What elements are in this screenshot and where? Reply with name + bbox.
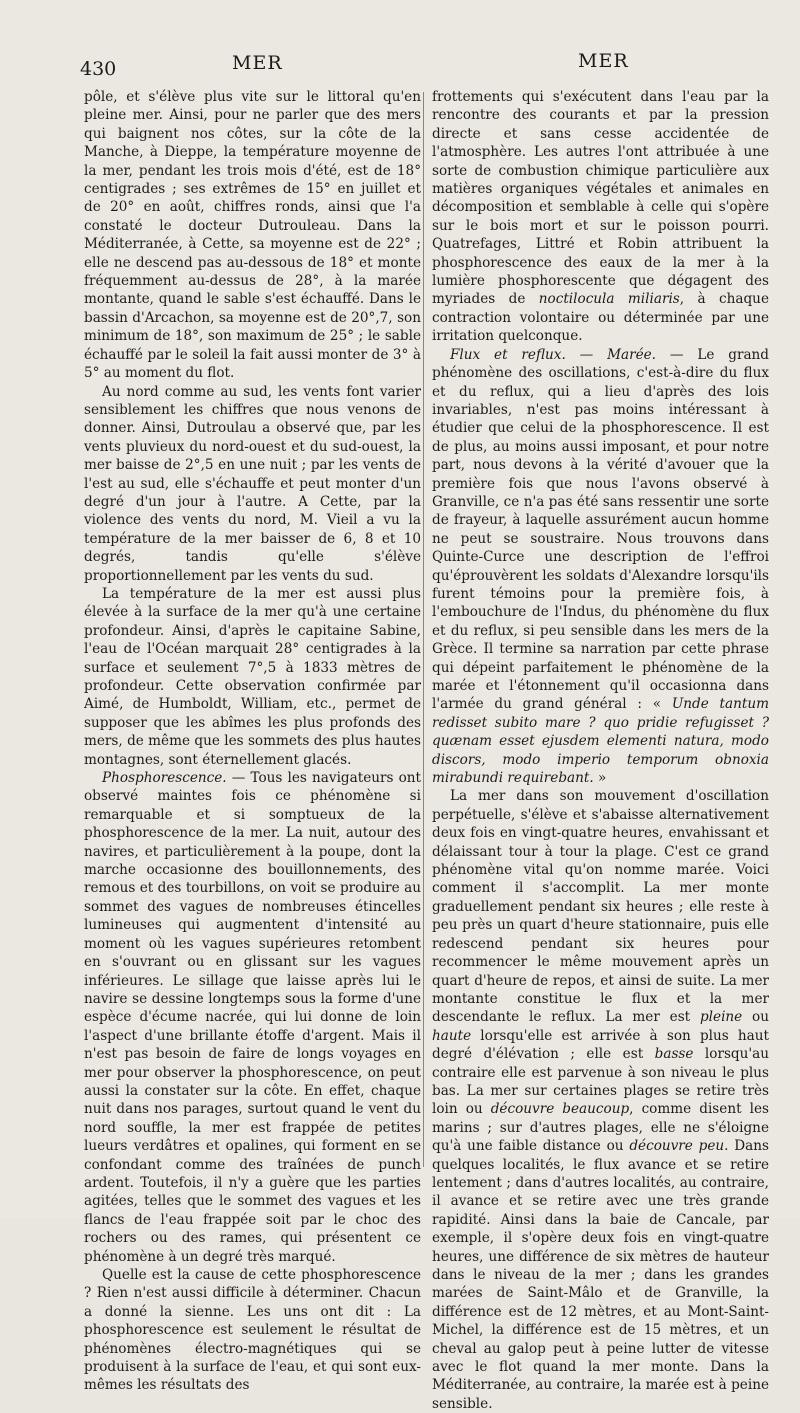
paragraph-phosphorescence-theories: frottements qui s'exécutent dans l'eau par la rencontre des courants et par la pression directe et sans cesse accidentée de l'atmosphère. Les autres l'ont attribuée à une sorte de combustion chimique particulière aux matières organiques végétales et animales en décomposition et semblable à celle qui s'opère sur le bois mort et sur le poisson pourri. Quatrefages, Littré et Robin attribuent la phosphorescence des eaux de la mer à la lumière phosphorescente que dégagent des myriades de noctilocula miliaris, à chaque contraction volontaire ou déterminée par une irritation quelconque. <box>432 89 769 345</box>
paragraph-winds: Au nord comme au sud, les vents font varier sensiblement les chiffres que nous venons de donner. Ainsi, Dutroulau a observé que, par les vents pluvieux du nord-ouest et du sud-ouest, la mer baisse de 2°,5 en une nuit ; par les vents de l'est au sud, elle s'échauffe et peut monter d'un degré d'un jour à l'autre. A Cette, par la violence des vents du nord, M. Vieil a vu la température de la mer baisser de 6, 8 et 10 degrés, tandis qu'elle s'élève proportionnellement par les vents du sud. <box>84 383 421 584</box>
running-head-left: MER <box>232 52 283 74</box>
paragraph-phosphorescence-cause: Quelle est la cause de cette phosphorescence ? Rien n'est aussi difficile à déterminer. Chacun a donné la sienne. Les uns ont dit : La phosphorescence est seulement le résultat de phénomènes électro-magnétiques qui se produisent à la surface de l'eau, et qui sont eux-mêmes les résultats des <box>84 1267 421 1394</box>
running-head-right: MER <box>578 50 629 72</box>
latin-quote: Unde tantum redisset subito mare ? quo pridie refugisset ? quænam esset ejusdem elementi natura, modo discors, modo imperio temporum obnoxia mirabundi requirebant. <box>432 696 769 787</box>
right-column <box>432 88 769 1413</box>
section-title-tides: Flux et reflux. — Marée. <box>450 346 657 363</box>
paragraph-phosphorescence: Phosphorescence. — Tous les navigateurs ont observé maintes fois ce phénomène si remarquable et si somptueux de la phosphorescence de la mer. La nuit, autour des navires, et particulièrement à la poupe, dont la marche occasionne des bouillonnements, des remous et des tourbillons, on voit se produire au sommet des vagues de nombreuses étincelles lumineuses qui augmentent d'intensité au moment où les vagues supérieures retombent en s'ouvrant ou en glissant sur les vagues inférieures. Le sillage que laisse après lui le navire se dessine longtemps sous la forme d'une espèce d'écume nacrée, qui lui donne de loin l'aspect d'une brillante étoffe d'argent. Mais il n'est pas besoin de faire de longs voyages en mer pour observer la phosphorescence, on peut aussi la constater sur la côte. En effet, chaque nuit dans nos parages, surtout quand le vent du nord souffle, la mer est frappée de petites lueurs verdâtres et opalines, qui forment en se confondant comme des traînées de punch ardent. Toutefois, il n'y a guère que les parties agitées, telles que le sommet des vagues et les flancs de l'eau frappée soit par le choc des rochers ou des rames, qui présentent ce phénomène à un degré très marqué. <box>84 770 421 1265</box>
paragraph-tides-intro: Flux et reflux. — Marée. — Le grand phénomène des oscillations, c'est-à-dire du flux et du reflux, qui a lieu d'après des lois invariables, n'est pas moins intéressant à étudier que celui de la phosphorescence. Il est de plus, au moins aussi imposant, et pour notre part, nous devons à la vérité d'avouer que la première fois que nous l'avons observé à Granville, ce n'a pas été sans ressentir une sorte de frayeur, à laquelle assurément aucun homme ne peut se soustraire. Nous trouvons dans Quinte-Curce une description de l'effroi qu'éprouvèrent les soldats d'Alexandre lorsqu'ils furent témoins pour la première fois, à l'embouchure de l'Indus, du phénomène du flux et du reflux, si peu sensible dans les mers de la Grèce. Il termine sa narration par cette phrase qui dépeint parfaitement le phénomène de la marée et l'étonnement qu'il occasionna dans l'armée du grand général : « Unde tantum redisset subito mare ? quo pridie refugisset ? quænam esset ejusdem elementi natura, modo discors, modo imperio temporum obnoxia mirabundi requirebant. » <box>432 346 770 787</box>
left-column <box>84 88 421 1395</box>
column-divider <box>423 92 424 1167</box>
page-header <box>0 48 800 78</box>
paragraph-depth-temperature: La température de la mer est aussi plus élevée à la surface de la mer qu'à une certaine profondeur. Ainsi, d'après le capitaine Sabine, l'eau de l'Océan marquait 28° centigrades à la surface et seulement 7°,5 à 1833 mètres de profondeur. Cette observation confirmée par Aimé, de Humboldt, William, etc., permet de supposer que les abîmes les plus profonds des mers, de même que les sommets des plus hautes montagnes, sont éternellement glacés. <box>84 585 421 768</box>
page-number: 430 <box>80 58 117 80</box>
section-title-phosphorescence: Phosphorescence. <box>102 770 227 787</box>
species-name: noctilocula miliaris <box>538 291 680 308</box>
paragraph-temperature-coast: pôle, et s'élève plus vite sur le littoral qu'en pleine mer. Ainsi, pour ne parler que des mers qui baignent nos côtes, sur la côte de la Manche, à Dieppe, la température moyenne de la mer, pendant les trois mois d'été, est de 18° centigrades ; ses extrêmes de 15° en juillet et de 20° en août, chiffres ronds, ainsi que l'a constaté le docteur Dutrouleau. Dans la Méditerranée, à Cette, sa moyenne est de 22° ; elle ne descend pas au-dessous de 18° et monte fréquemment au-dessus de 28°, à la marée montante, quand le sable s'est échauffé. Dans le bassin d'Arcachon, sa moyenne est de 20°,7, son minimum de 18°, son maximum de 25° ; le sable échauffé par le soleil la fait aussi monter de 3° à 5° au moment du flot. <box>84 89 421 382</box>
paragraph-tides-description: La mer dans son mouvement d'oscillation perpétuelle, s'élève et s'abaisse alternativement deux fois en vingt-quatre heures, envahissant et délaissant tour à tour la plage. C'est ce grand phénomène vital qu'on nomme marée. Voici comment il s'accomplit. La mer monte graduellement pendant six heures ; elle reste à peu près un quart d'heure stationnaire, puis elle redescend pendant six heures pour recommencer le même mouvement après un quart d'heure de repos, et ainsi de suite. La mer montante constitue le flux et la mer descendante le reflux. La mer est pleine ou haute lorsqu'elle est arrivée à son plus haut degré d'élévation ; elle est basse lorsqu'au contraire elle est parvenue à son niveau le plus bas. La mer sur certaines plages se retire très loin ou découvre beaucoup, comme disent les marins ; sur d'autres plages, elle ne s'éloigne qu'à une faible distance ou découvre peu. Dans quelques localités, le flux avance et se retire lentement ; dans d'autres localités, au contraire, il avance et se retire avec une très grande rapidité. Ainsi dans la baie de Cancale, par exemple, il s'opère deux fois en vingt-quatre heures, une différence de six mètres de hauteur dans le niveau de la mer ; dans les grandes marées de Saint-Mâlo et de Granville, la différence est de 12 mètres, et au Mont-Saint-Michel, la différence est de 15 mètres, et un cheval au galop peut à peine lutter de vitesse avec le flot quand la mer monte. Dans la Méditerranée, au contraire, la marée est à peine sensible. <box>432 788 769 1412</box>
